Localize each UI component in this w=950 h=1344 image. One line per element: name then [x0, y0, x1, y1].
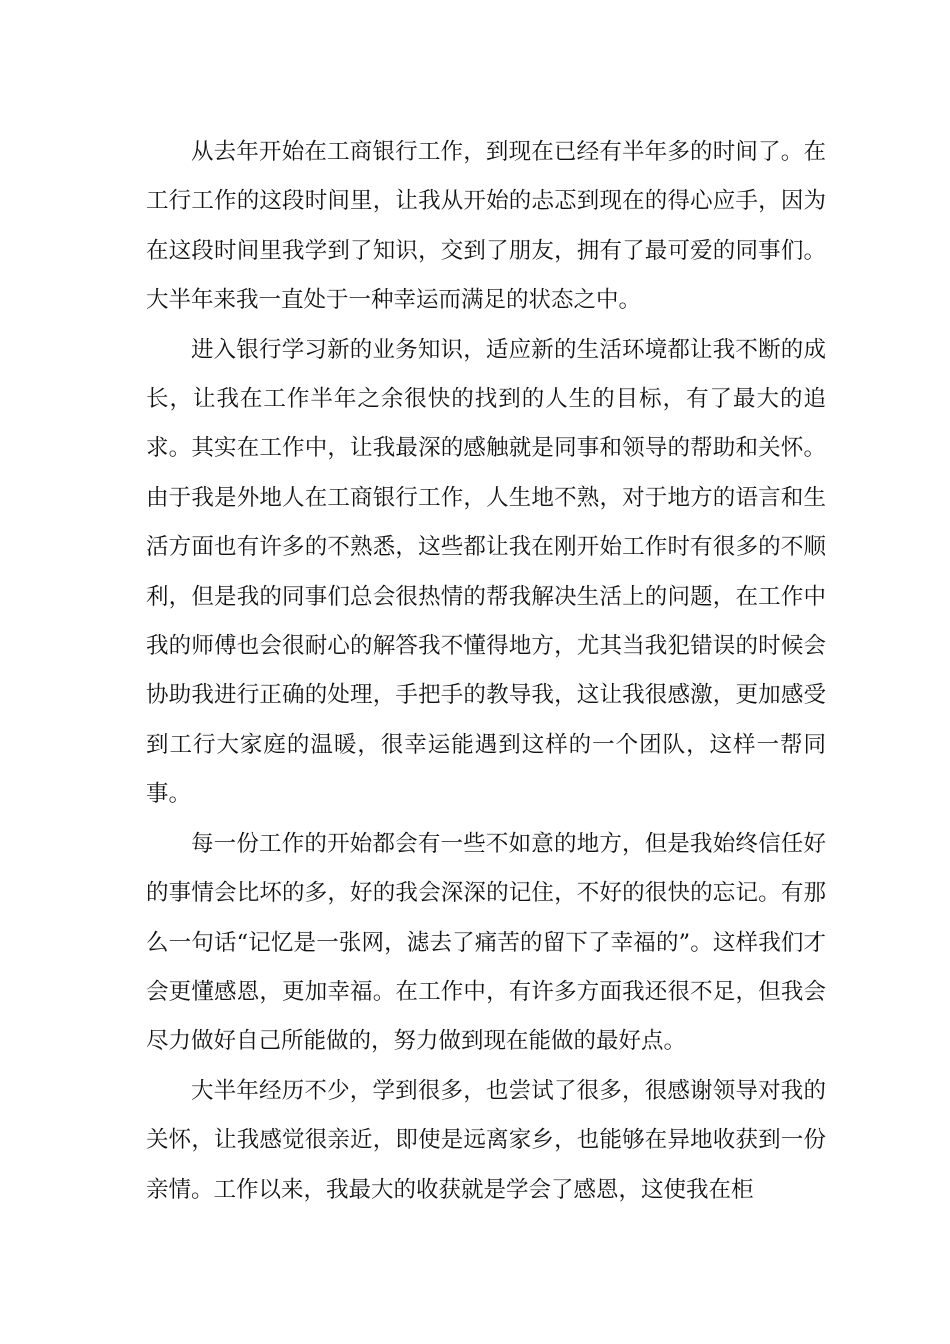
document-body: [146, 128, 826, 1215]
paragraph-3: 每一份工作的开始都会有一些不如意的地方，但是我始终信任好的事情会比坏的多，好的我会深深的记住，不好的很快的忘记。有那么一句话“记忆是一张网，滤去了痛苦的留下了幸福的”。这样我们才会更懂感恩，更加幸福。在工作中，有许多方面我还很不足，但我会尽力做好自己所能做的，努力做到现在能做的最好点。: [146, 830, 826, 1055]
paragraph-1: 从去年开始在工商银行工作，到现在已经有半年多的时间了。在工行工作的这段时间里，让我从开始的忐忑到现在的得心应手，因为在这段时间里我学到了知识，交到了朋友，拥有了最可爱的同事们。大半年来我一直处于一种幸运而满足的状态之中。: [146, 139, 826, 314]
paragraph-2: 进入银行学习新的业务知识，适应新的生活环境都让我不断的成长，让我在工作半年之余很快的找到的人生的目标，有了最大的追求。其实在工作中，让我最深的感触就是同事和领导的帮助和关怀。由于我是外地人在工商银行工作，人生地不熟，对于地方的语言和生活方面也有许多的不熟悉，这些都让我在刚开始工作时有很多的不顺利，但是我的同事们总会很热情的帮我解决生活上的问题，在工作中我的师傅也会很耐心的解答我不懂得地方，尤其当我犯错误的时候会协助我进行正确的处理，手把手的教导我，这让我很感激，更加感受到工行大家庭的温暖，很幸运能遇到这样的一个团队，这样一帮同事。: [146, 336, 826, 808]
paragraph-4: 大半年经历不少，学到很多，也尝试了很多，很感谢领导对我的关怀，让我感觉很亲近，即使是远离家乡，也能够在异地收获到一份亲情。工作以来，我最大的收获就是学会了感恩，这使我在柜: [146, 1077, 826, 1203]
